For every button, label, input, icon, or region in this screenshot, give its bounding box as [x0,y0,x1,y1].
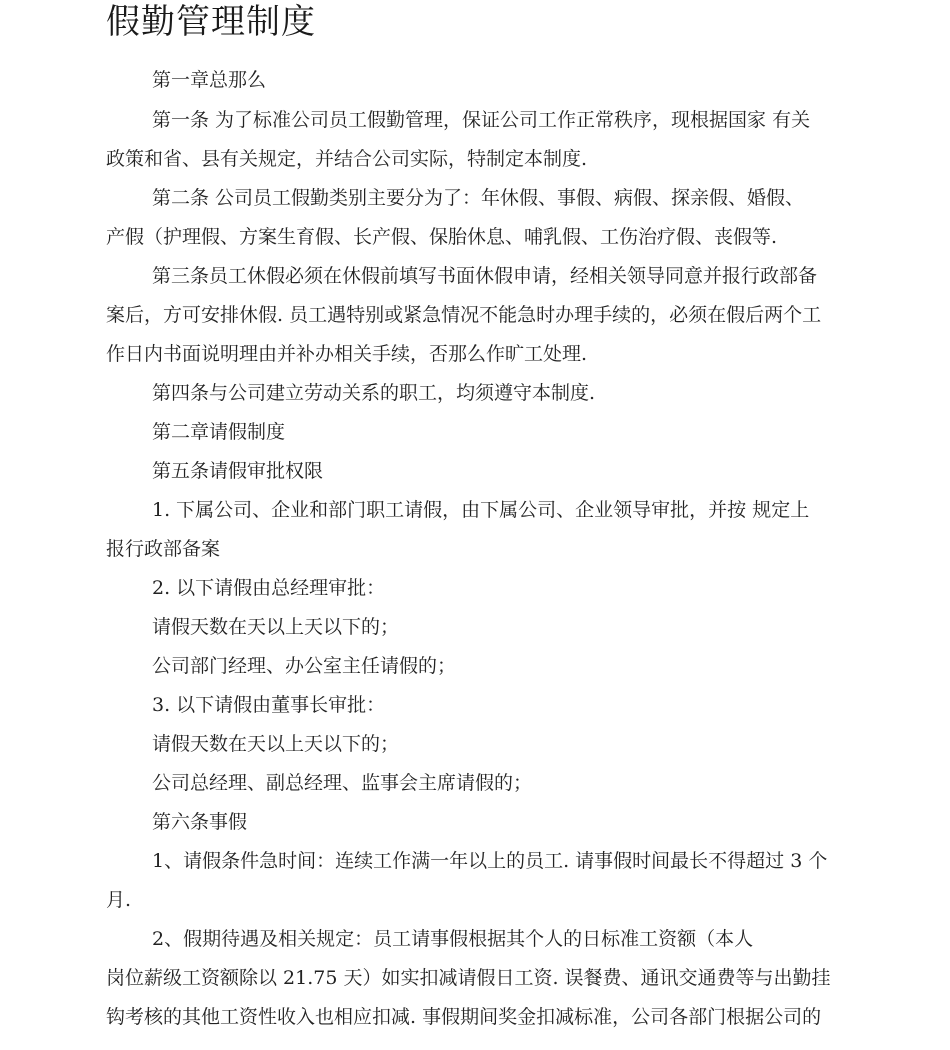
paragraph-line: 钩考核的其他工资性收入也相应扣减. 事假期间奖金扣减标准，公司各部门根据公司的 [106,1006,822,1028]
paragraph-line: 2. 以下请假由总经理审批： [152,577,386,599]
chapter-heading: 第一章总那么 [152,69,267,91]
paragraph-line: 1、请假条件急时间：连续工作满一年以上的员工. 请事假时间最长不得超过 3 个 [152,850,828,872]
paragraph-line: 第二条 公司员工假勤类别主要分为了：年休假、事假、病假、探亲假、婚假、 [152,187,805,209]
article-heading: 第六条事假 [152,811,248,833]
paragraph-line: 公司总经理、副总经理、监事会主席请假的； [152,772,533,794]
paragraph-line: 1. 下属公司、企业和部门职工请假，由下属公司、企业领导审批，并按 规定上 [152,499,810,521]
paragraph-line: 产假（护理假、方案生育假、长产假、保胎休息、哺乳假、工伤治疗假、丧假等. [106,226,778,248]
article-heading: 第五条请假审批权限 [152,460,324,482]
paragraph-line: 3. 以下请假由董事长审批： [152,694,386,716]
paragraph-line: 2、假期待遇及相关规定：员工请事假根据其个人的日标准工资额（本人 [152,928,754,950]
paragraph-line: 月. [106,889,132,911]
chapter-heading: 第二章请假制度 [152,421,286,443]
page-title: 假勤管理制度 [106,2,316,42]
paragraph-line: 案后，方可安排休假. 员工遇特别或紧急情况不能急时办理手续的，必须在假后两个工 [106,304,822,326]
paragraph-line: 第四条与公司建立劳动关系的职工，均须遵守本制度. [152,382,596,404]
paragraph-line: 政策和省、县有关规定，并结合公司实际，特制定本制度. [106,148,588,170]
paragraph-line: 请假天数在天以上天以下的； [152,733,400,755]
paragraph-line: 报行政部备案 [106,538,221,560]
paragraph-line: 岗位薪级工资额除以 21.75 天）如实扣减请假日工资. 误餐费、通讯交通费等与出勤挂 [106,967,831,989]
paragraph-line: 公司部门经理、办公室主任请假的； [152,655,457,677]
paragraph-line: 第三条员工休假必须在休假前填写书面休假申请，经相关领导同意并报行政部备 [152,265,818,287]
paragraph-line: 第一条 为了标准公司员工假勤管理，保证公司工作正常秩序，现根据国家 有关 [152,109,811,131]
paragraph-line: 请假天数在天以上天以下的； [152,616,400,638]
paragraph-line: 作日内书面说明理由并补办相关手续，否那么作旷工处理. [106,343,588,365]
